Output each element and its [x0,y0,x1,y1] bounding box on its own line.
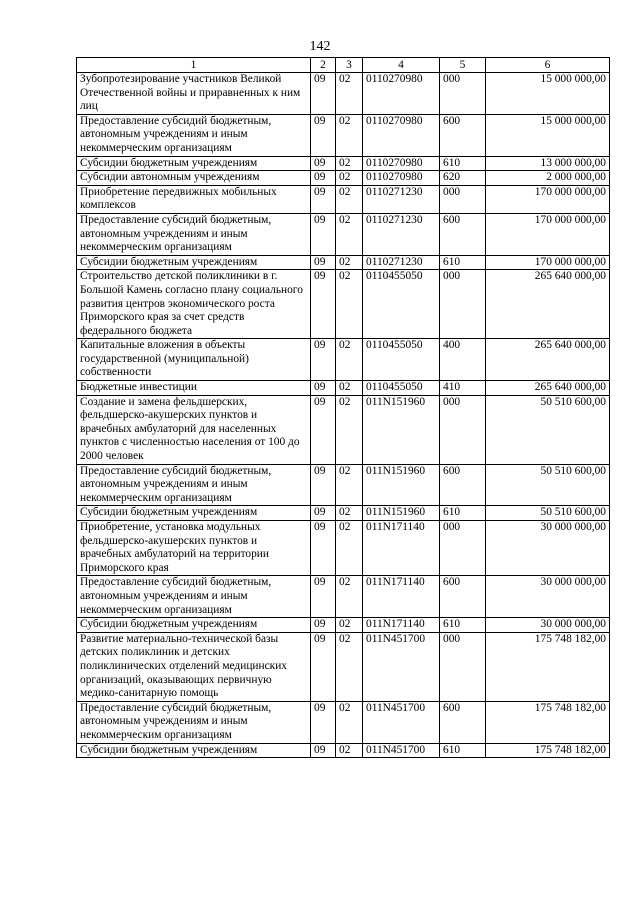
row-subsection: 02 [336,73,363,115]
table-row [77,464,610,506]
header-row [77,58,610,73]
row-name: Приобретение передвижных мобильных комплексов [77,185,311,213]
row-name: Предоставление субсидий бюджетным, автономным учреждениям и иным некоммерческим организациям [77,701,311,743]
row-expense-type: 000 [440,185,486,213]
row-section: 09 [311,270,336,339]
row-expense-type: 600 [440,213,486,255]
table-row [77,73,610,115]
row-amount: 15 000 000,00 [486,114,610,156]
row-section: 09 [311,381,336,396]
row-target-article: 011N451700 [363,743,440,758]
row-expense-type: 610 [440,506,486,521]
row-name: Развитие материально-технической базы детских поликлиник и детских поликлинических отделений медицинских организаций, оказывающих первичную медико-санитарную помощь [77,632,311,701]
row-expense-type: 610 [440,618,486,633]
row-name: Предоставление субсидий бюджетным, автономным учреждениям и иным некоммерческим организациям [77,213,311,255]
table-row [77,339,610,381]
column-header-3: 3 [336,58,363,73]
row-name: Субсидии бюджетным учреждениям [77,743,311,758]
row-subsection: 02 [336,521,363,576]
row-amount: 15 000 000,00 [486,73,610,115]
row-name: Капитальные вложения в объекты государственной (муниципальной) собственности [77,339,311,381]
row-target-article: 0110271230 [363,213,440,255]
row-target-article: 011N171140 [363,618,440,633]
row-amount: 175 748 182,00 [486,701,610,743]
row-expense-type: 000 [440,270,486,339]
row-name: Создание и замена фельдшерских, фельдшерско-акушерских пунктов и врачебных амбулаторий для населенных пунктов с численностью населения от 100 до 2000 человек [77,395,311,464]
row-subsection: 02 [336,506,363,521]
row-amount: 50 510 600,00 [486,506,610,521]
row-amount: 175 748 182,00 [486,632,610,701]
row-name: Предоставление субсидий бюджетным, автономным учреждениям и иным некоммерческим организациям [77,114,311,156]
column-header-6: 6 [486,58,610,73]
row-section: 09 [311,632,336,701]
row-section: 09 [311,213,336,255]
row-expense-type: 000 [440,521,486,576]
table-row [77,381,610,396]
row-section: 09 [311,114,336,156]
page-number: 142 [309,39,331,54]
row-section: 09 [311,618,336,633]
row-amount: 30 000 000,00 [486,576,610,618]
row-subsection: 02 [336,701,363,743]
row-subsection: 02 [336,156,363,171]
row-subsection: 02 [336,464,363,506]
row-amount: 30 000 000,00 [486,521,610,576]
table-row [77,632,610,701]
row-section: 09 [311,506,336,521]
column-header-4: 4 [363,58,440,73]
row-expense-type: 400 [440,339,486,381]
row-section: 09 [311,576,336,618]
table-body [77,73,610,758]
row-subsection: 02 [336,255,363,270]
budget-table [76,57,610,758]
row-section: 09 [311,701,336,743]
row-amount: 2 000 000,00 [486,171,610,186]
row-expense-type: 000 [440,395,486,464]
table-row [77,506,610,521]
row-subsection: 02 [336,185,363,213]
table-row [77,618,610,633]
row-target-article: 011N451700 [363,701,440,743]
table-row [77,576,610,618]
row-name: Субсидии бюджетным учреждениям [77,618,311,633]
row-target-article: 011N451700 [363,632,440,701]
row-target-article: 0110455050 [363,270,440,339]
row-subsection: 02 [336,114,363,156]
row-amount: 30 000 000,00 [486,618,610,633]
row-expense-type: 610 [440,255,486,270]
row-target-article: 0110271230 [363,255,440,270]
row-name: Бюджетные инвестиции [77,381,311,396]
row-amount: 265 640 000,00 [486,339,610,381]
row-expense-type: 000 [440,73,486,115]
row-expense-type: 000 [440,632,486,701]
table-row [77,270,610,339]
row-subsection: 02 [336,618,363,633]
row-name: Предоставление субсидий бюджетным, автономным учреждениям и иным некоммерческим организациям [77,464,311,506]
row-target-article: 0110271230 [363,185,440,213]
column-header-5: 5 [440,58,486,73]
row-target-article: 0110455050 [363,381,440,396]
table-row [77,185,610,213]
row-subsection: 02 [336,632,363,701]
row-amount: 175 748 182,00 [486,743,610,758]
row-section: 09 [311,464,336,506]
table-row [77,743,610,758]
table-row [77,171,610,186]
row-section: 09 [311,156,336,171]
row-target-article: 011N171140 [363,576,440,618]
table-row [77,521,610,576]
row-expense-type: 410 [440,381,486,396]
table-row [77,255,610,270]
row-subsection: 02 [336,213,363,255]
column-header-2: 2 [311,58,336,73]
row-target-article: 0110270980 [363,114,440,156]
table-row [77,395,610,464]
row-target-article: 0110270980 [363,156,440,171]
table-row [77,701,610,743]
row-target-article: 011N151960 [363,506,440,521]
row-target-article: 011N151960 [363,395,440,464]
row-expense-type: 600 [440,464,486,506]
row-section: 09 [311,521,336,576]
table-row [77,156,610,171]
row-section: 09 [311,395,336,464]
row-name: Субсидии бюджетным учреждениям [77,506,311,521]
row-amount: 265 640 000,00 [486,381,610,396]
row-expense-type: 600 [440,701,486,743]
table-row [77,114,610,156]
row-expense-type: 610 [440,743,486,758]
row-subsection: 02 [336,339,363,381]
row-subsection: 02 [336,381,363,396]
row-name: Субсидии бюджетным учреждениям [77,255,311,270]
row-target-article: 0110270980 [363,73,440,115]
row-amount: 13 000 000,00 [486,156,610,171]
table-row [77,213,610,255]
row-section: 09 [311,255,336,270]
row-target-article: 011N171140 [363,521,440,576]
row-section: 09 [311,185,336,213]
row-amount: 170 000 000,00 [486,255,610,270]
row-section: 09 [311,339,336,381]
row-expense-type: 610 [440,156,486,171]
row-subsection: 02 [336,395,363,464]
row-section: 09 [311,73,336,115]
row-expense-type: 600 [440,114,486,156]
row-target-article: 0110455050 [363,339,440,381]
row-subsection: 02 [336,576,363,618]
row-amount: 170 000 000,00 [486,185,610,213]
row-amount: 50 510 600,00 [486,464,610,506]
row-name: Строительство детской поликлиники в г. Большой Камень согласно плану социального развития центров экономического роста Приморского края за счет средств федерального бюджета [77,270,311,339]
row-name: Приобретение, установка модульных фельдшерско-акушерских пунктов и врачебных амбулаторий на территории Приморского края [77,521,311,576]
row-target-article: 0110270980 [363,171,440,186]
row-name: Субсидии бюджетным учреждениям [77,156,311,171]
row-expense-type: 620 [440,171,486,186]
row-amount: 265 640 000,00 [486,270,610,339]
row-name: Субсидии автономным учреждениям [77,171,311,186]
row-section: 09 [311,171,336,186]
row-expense-type: 600 [440,576,486,618]
row-target-article: 011N151960 [363,464,440,506]
row-subsection: 02 [336,743,363,758]
row-name: Зубопротезирование участников Великой Отечественной войны и приравненных к ним лиц [77,73,311,115]
row-subsection: 02 [336,171,363,186]
row-amount: 170 000 000,00 [486,213,610,255]
row-name: Предоставление субсидий бюджетным, автономным учреждениям и иным некоммерческим организациям [77,576,311,618]
row-amount: 50 510 600,00 [486,395,610,464]
column-header-1: 1 [77,58,311,73]
row-subsection: 02 [336,270,363,339]
row-section: 09 [311,743,336,758]
